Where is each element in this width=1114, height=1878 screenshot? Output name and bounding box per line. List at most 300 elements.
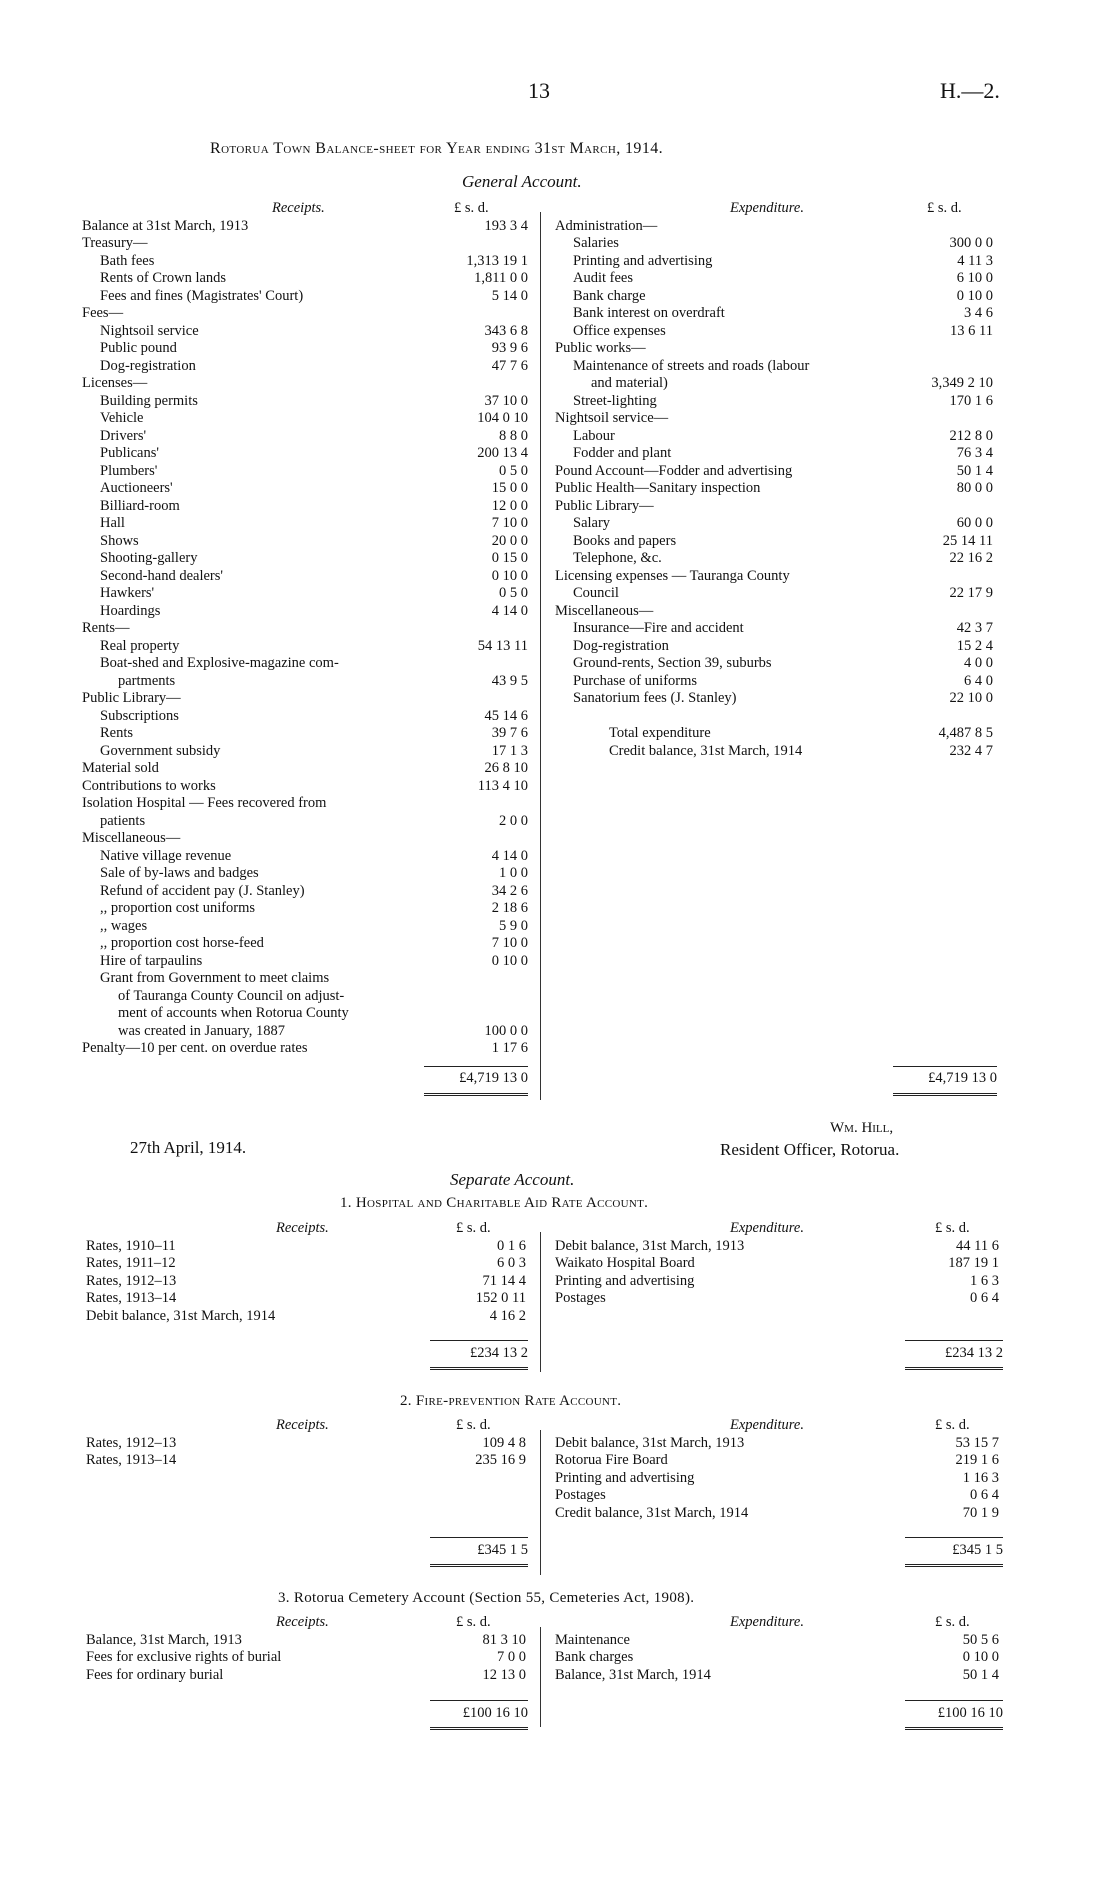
ledger-item-amount: 0 10 0 <box>962 1649 999 1665</box>
ledger-row <box>82 288 537 306</box>
ledger-item-amount: 80 0 0 <box>956 480 993 496</box>
ledger-row <box>555 1649 1005 1667</box>
ledger-item-amount: 50 1 4 <box>956 462 993 479</box>
ledger-row <box>555 358 1010 376</box>
ledger-row <box>82 638 537 656</box>
ledger-item-label: Isolation Hospital — Fees recovered from <box>82 795 327 811</box>
ledger-row <box>555 1255 1005 1273</box>
ledger-item-amount: 50 5 6 <box>962 1631 999 1648</box>
ledger-item-label: Insurance—Fire and accident <box>573 620 744 636</box>
ledger-item-amount: 1,811 0 0 <box>474 270 528 286</box>
signature-date: 27th April, 1914. <box>130 1138 247 1157</box>
ledger-row <box>555 375 1010 393</box>
ledger-row <box>82 323 537 341</box>
ledger-row <box>555 708 1010 726</box>
ledger-row <box>82 480 537 498</box>
ledger-item-amount: 300 0 0 <box>949 235 993 251</box>
ledger-row <box>82 900 537 918</box>
total-rule <box>430 1340 528 1341</box>
ledger-row <box>82 918 537 936</box>
hospital-expenditure-column <box>555 1220 1005 1308</box>
ledger-item-label: Second-hand dealers' <box>100 567 223 584</box>
general-total-expenditure: £4,719 13 0 <box>928 1070 997 1086</box>
ledger-item-label: Drivers' <box>100 427 147 444</box>
ledger-row <box>82 883 537 901</box>
ledger-row <box>555 288 1010 306</box>
ledger-item-label: Labour <box>573 427 615 444</box>
ledger-row <box>82 708 537 726</box>
ledger-item-amount: 50 1 4 <box>962 1666 999 1683</box>
ledger-item-label: Waikato Hospital Board <box>555 1255 695 1271</box>
ledger-row <box>82 690 537 708</box>
receipts-label: Receipts. <box>276 1417 329 1433</box>
ledger-item-label: Office expenses <box>573 322 666 339</box>
ledger-row <box>555 515 1010 533</box>
ledger-item-amount: 1 6 3 <box>970 1272 999 1289</box>
ledger-row <box>82 865 537 883</box>
ledger-row <box>86 1632 536 1650</box>
ledger-row <box>82 655 537 673</box>
ledger-row <box>555 1273 1005 1291</box>
ledger-row <box>82 795 537 813</box>
ledger-item-label: Bank interest on overdraft <box>573 305 725 321</box>
ledger-row <box>555 1632 1005 1650</box>
ledger-item-label: ,, proportion cost uniforms <box>100 900 256 916</box>
ledger-item-amount: 200 13 4 <box>477 445 528 461</box>
ledger-item-label: Audit fees <box>573 270 633 286</box>
ledger-item-label: Total expenditure <box>609 725 711 741</box>
ledger-item-amount: 34 2 6 <box>491 882 528 899</box>
ledger-item-label: Debit balance, 31st March, 1914 <box>86 1307 276 1324</box>
ledger-item-label: Public Library— <box>555 497 654 514</box>
ledger-row <box>82 673 537 691</box>
ledger-item-label: Public Library— <box>82 690 181 706</box>
ledger-item-amount: 71 14 4 <box>482 1272 526 1289</box>
ledger-item-label: Grant from Government to meet claims <box>100 970 330 986</box>
ledger-item-label: patients <box>100 812 146 829</box>
ledger-item-label: Fees— <box>82 305 124 321</box>
ledger-item-amount: 60 0 0 <box>956 515 993 531</box>
double-rule <box>893 1093 997 1096</box>
ledger-item-label: Auctioneers' <box>100 480 173 496</box>
ledger-item-label: Salaries <box>573 235 619 251</box>
ledger-item-label: Bank charges <box>555 1649 634 1665</box>
ledger-item-label: Council <box>573 585 619 601</box>
ledger-item-label: Pound Account—Fodder and advertising <box>555 462 793 479</box>
ledger-item-label: Rents <box>100 725 134 741</box>
ledger-row <box>555 428 1010 446</box>
ledger-item-amount: 1 0 0 <box>499 865 528 881</box>
ledger-row <box>555 235 1010 253</box>
ledger-row <box>555 743 1010 761</box>
ledger-item-amount: 22 17 9 <box>949 585 993 601</box>
fire-receipts-column <box>86 1417 536 1470</box>
hospital-total-receipts: £234 13 2 <box>470 1345 528 1361</box>
ledger-row <box>555 533 1010 551</box>
ledger-row <box>82 235 537 253</box>
ledger-item-label: Contributions to works <box>82 777 216 794</box>
ledger-item-label: and material) <box>591 375 668 391</box>
ledger-row <box>555 725 1010 743</box>
ledger-item-amount: 0 10 0 <box>956 287 993 304</box>
ledger-item-amount: 47 7 6 <box>491 357 528 374</box>
ledger-row <box>82 568 537 586</box>
column-divider <box>540 212 541 1100</box>
ledger-item-label: Printing and advertising <box>555 1272 695 1289</box>
ledger-row <box>555 410 1010 428</box>
ledger-item-label: Public works— <box>555 340 646 356</box>
ledger-item-label: ,, proportion cost horse-feed <box>100 935 264 951</box>
ledger-item-amount: 12 13 0 <box>482 1666 526 1683</box>
ledger-item-amount: 1 16 3 <box>962 1469 999 1486</box>
ledger-item-label: Government subsidy <box>100 742 221 759</box>
ledger-item-label: Printing and advertising <box>573 252 713 269</box>
ledger-item-label: Balance at 31st March, 1913 <box>82 217 249 234</box>
ledger-item-amount: 93 9 6 <box>491 340 528 356</box>
signature-name: Wm. Hill, <box>830 1120 894 1136</box>
ledger-row <box>555 655 1010 673</box>
ledger-row <box>82 393 537 411</box>
ledger-item-amount: 0 1 6 <box>497 1237 526 1254</box>
ledger-item-label: Postages <box>555 1487 606 1503</box>
ledger-row <box>82 988 537 1006</box>
ledger-row <box>86 1238 536 1256</box>
ledger-row <box>86 1290 536 1308</box>
ledger-row <box>82 550 537 568</box>
total-rule <box>905 1537 1003 1538</box>
ledger-row <box>86 1273 536 1291</box>
ledger-row <box>555 393 1010 411</box>
ledger-item-amount: 2 18 6 <box>491 900 528 916</box>
ledger-row <box>82 620 537 638</box>
ledger-item-amount: 5 14 0 <box>491 287 528 304</box>
ledger-row <box>82 218 537 236</box>
ledger-item-label: Treasury— <box>82 235 148 251</box>
ledger-item-label: Miscellaneous— <box>555 602 654 619</box>
ledger-item-label: Publicans' <box>100 445 159 461</box>
ledger-item-amount: 2 0 0 <box>499 812 528 829</box>
ledger-item-label: Boat-shed and Explosive-magazine com- <box>100 655 339 671</box>
ledger-item-label: Street-lighting <box>573 392 657 409</box>
ledger-item-amount: 15 0 0 <box>491 480 528 496</box>
double-rule <box>424 1093 528 1096</box>
ledger-item-label: Native village revenue <box>100 847 232 864</box>
general-expenditure-column <box>555 200 1010 760</box>
page-number: 13 <box>528 78 550 103</box>
fire-account-title: 2. Fire-prevention Rate Account. <box>400 1393 622 1409</box>
ledger-item-label: Ground-rents, Section 39, suburbs <box>573 655 772 671</box>
ledger-item-amount: 0 15 0 <box>491 550 528 566</box>
ledger-row <box>555 480 1010 498</box>
ledger-item-amount: 7 10 0 <box>491 935 528 951</box>
ledger-row <box>82 463 537 481</box>
cemetery-receipts-list <box>86 1632 536 1685</box>
ledger-item-amount: 0 10 0 <box>491 952 528 969</box>
ledger-item-label: Balance, 31st March, 1913 <box>86 1631 242 1648</box>
ledger-item-amount: 0 5 0 <box>499 585 528 601</box>
signature-position: Resident Officer, Rotorua. <box>720 1140 900 1159</box>
money-head: £ s. d. <box>456 1417 491 1433</box>
ledger-item-label: Books and papers <box>573 532 677 549</box>
ledger-row <box>82 340 537 358</box>
ledger-item-amount: 17 1 3 <box>491 742 528 759</box>
ledger-row <box>82 410 537 428</box>
column-divider <box>540 1430 541 1575</box>
fire-expenditure-column <box>555 1417 1005 1522</box>
cemetery-receipts-column <box>86 1614 536 1684</box>
total-rule <box>905 1700 1003 1701</box>
ledger-item-label: Fees for ordinary burial <box>86 1666 224 1683</box>
hospital-receipts-list <box>86 1238 536 1326</box>
ledger-item-label: Hall <box>100 515 125 531</box>
ledger-item-label: Licenses— <box>82 375 148 391</box>
ledger-row <box>555 218 1010 236</box>
ledger-item-label: Rates, 1912–13 <box>86 1272 177 1289</box>
ledger-item-label: Rates, 1913–14 <box>86 1452 177 1468</box>
money-head: £ s. d. <box>935 1220 970 1236</box>
column-divider <box>540 1232 541 1372</box>
ledger-item-label: Purchase of uniforms <box>573 672 698 689</box>
ledger-item-amount: 4,487 8 5 <box>938 725 993 741</box>
ledger-row <box>555 673 1010 691</box>
ledger-item-label: Rents— <box>82 620 130 636</box>
ledger-item-label: Balance, 31st March, 1914 <box>555 1666 711 1683</box>
ledger-item-amount: 25 14 11 <box>942 532 993 549</box>
ledger-item-amount: 43 9 5 <box>491 672 528 689</box>
ledger-item-label: Shooting-gallery <box>100 550 198 566</box>
ledger-item-amount: 104 0 10 <box>477 410 528 426</box>
ledger-item-label: Maintenance <box>555 1631 630 1648</box>
ledger-row <box>82 515 537 533</box>
ledger-item-label: Bath fees <box>100 252 155 269</box>
ledger-row <box>82 725 537 743</box>
ledger-item-amount: 113 4 10 <box>477 777 528 794</box>
hospital-expenditure-list <box>555 1238 1005 1308</box>
ledger-item-label: Miscellaneous— <box>82 830 181 846</box>
ledger-item-label: Administration— <box>555 217 658 234</box>
ledger-item-amount: 235 16 9 <box>475 1452 526 1468</box>
ledger-row <box>82 778 537 796</box>
receipts-label: Receipts. <box>272 200 325 216</box>
ledger-item-amount: 187 19 1 <box>948 1255 999 1271</box>
ledger-row <box>82 953 537 971</box>
ledger-item-label: Refund of accident pay (J. Stanley) <box>100 882 305 899</box>
ledger-item-label: Rates, 1912–13 <box>86 1434 177 1451</box>
ledger-row <box>555 1290 1005 1308</box>
ledger-item-label: of Tauranga County Council on adjust- <box>118 987 345 1004</box>
ledger-row <box>555 463 1010 481</box>
total-rule <box>905 1340 1003 1341</box>
ledger-item-amount: 0 6 4 <box>970 1290 999 1306</box>
ledger-item-label: Debit balance, 31st March, 1913 <box>555 1237 745 1254</box>
ledger-item-amount: 170 1 6 <box>949 392 993 409</box>
ledger-item-label: Rates, 1910–11 <box>86 1237 176 1254</box>
ledger-item-label: Public pound <box>100 340 177 356</box>
ledger-row <box>555 603 1010 621</box>
fire-total-expenditure: £345 1 5 <box>952 1542 1003 1558</box>
double-rule <box>430 1564 528 1567</box>
total-rule <box>424 1066 528 1067</box>
money-head: £ s. d. <box>456 1614 491 1630</box>
ledger-row <box>82 585 537 603</box>
ledger-row <box>555 638 1010 656</box>
money-head: £ s. d. <box>456 1220 491 1236</box>
ledger-item-amount: 7 0 0 <box>497 1649 526 1665</box>
ledger-item-amount: 1 17 6 <box>491 1040 528 1056</box>
ledger-item-label: Sale of by-laws and badges <box>100 865 259 881</box>
general-expenditure-list <box>555 218 1010 761</box>
ledger-item-amount: 37 10 0 <box>484 392 528 409</box>
fire-receipts-list <box>86 1435 536 1470</box>
expenditure-label: Expenditure. <box>730 200 804 216</box>
ledger-row <box>82 848 537 866</box>
general-total-receipts: £4,719 13 0 <box>459 1070 528 1086</box>
general-receipts-list <box>82 218 537 1058</box>
ledger-item-amount: 6 4 0 <box>964 672 993 689</box>
ledger-item-label: Billiard-room <box>100 497 180 514</box>
ledger-item-label: Shows <box>100 532 139 549</box>
ledger-item-amount: 232 4 7 <box>949 742 993 759</box>
ledger-item-amount: 193 3 4 <box>484 217 528 234</box>
ledger-row <box>82 253 537 271</box>
ledger-item-label: Salary <box>573 515 611 531</box>
double-rule <box>430 1727 528 1730</box>
ledger-item-label: Fees for exclusive rights of burial <box>86 1649 282 1665</box>
receipts-label: Receipts. <box>276 1220 329 1236</box>
ledger-row <box>82 743 537 761</box>
ledger-item-label: Debit balance, 31st March, 1913 <box>555 1434 745 1451</box>
ledger-item-amount: 219 1 6 <box>955 1452 999 1468</box>
ledger-item-label: Hoardings <box>100 602 161 619</box>
total-rule <box>430 1700 528 1701</box>
ledger-row <box>86 1452 536 1470</box>
ledger-row <box>82 270 537 288</box>
ledger-item-label: Dog-registration <box>100 357 196 374</box>
ledger-row <box>555 498 1010 516</box>
ledger-item-label: Credit balance, 31st March, 1914 <box>555 1504 749 1521</box>
ledger-item-label: Building permits <box>100 392 198 409</box>
ledger-item-label: Fodder and plant <box>573 445 672 461</box>
general-receipts-column <box>82 200 537 1058</box>
ledger-row <box>555 1487 1005 1505</box>
ledger-item-label: Rates, 1913–14 <box>86 1290 177 1306</box>
ledger-item-amount: 15 2 4 <box>956 637 993 654</box>
ledger-item-amount: 152 0 11 <box>475 1290 526 1306</box>
cemetery-account-title: 3. Rotorua Cemetery Account (Section 55, Cemeteries Act, 1908). <box>278 1590 695 1606</box>
ledger-row <box>555 568 1010 586</box>
hospital-receipts-column <box>86 1220 536 1325</box>
ledger-row <box>82 533 537 551</box>
ledger-row <box>555 1667 1005 1685</box>
ledger-row <box>82 445 537 463</box>
ledger-item-amount: 4 14 0 <box>491 602 528 619</box>
ledger-item-amount: 6 10 0 <box>956 270 993 286</box>
ledger-item-label: partments <box>118 672 176 689</box>
ledger-row <box>82 305 537 323</box>
ledger-row <box>555 1452 1005 1470</box>
ledger-item-label: Telephone, &c. <box>573 550 662 566</box>
expenditure-header <box>555 200 1010 218</box>
ledger-row <box>82 1005 537 1023</box>
ledger-item-amount: 22 10 0 <box>949 690 993 706</box>
ledger-row <box>555 1435 1005 1453</box>
ledger-row <box>82 935 537 953</box>
ledger-row <box>82 358 537 376</box>
money-head: £ s. d. <box>935 1417 970 1433</box>
ledger-item-label: Public Health—Sanitary inspection <box>555 480 761 496</box>
ledger-item-amount: 39 7 6 <box>491 725 528 741</box>
column-divider <box>540 1627 541 1727</box>
ledger-item-amount: 45 14 6 <box>484 707 528 724</box>
fire-expenditure-list <box>555 1435 1005 1523</box>
ledger-item-amount: 100 0 0 <box>484 1022 528 1039</box>
ledger-row <box>86 1667 536 1685</box>
ledger-item-amount: 70 1 9 <box>962 1504 999 1521</box>
double-rule <box>430 1367 528 1370</box>
ledger-row <box>82 760 537 778</box>
ledger-item-amount: 7 10 0 <box>491 515 528 531</box>
ledger-row <box>555 690 1010 708</box>
fire-total-receipts: £345 1 5 <box>477 1542 528 1558</box>
ledger-item-amount: 1,313 19 1 <box>466 252 528 269</box>
ledger-row <box>82 498 537 516</box>
cemetery-expenditure-column <box>555 1614 1005 1684</box>
expenditure-label: Expenditure. <box>730 1417 804 1433</box>
ledger-item-amount: 54 13 11 <box>477 637 528 654</box>
double-rule <box>905 1564 1003 1567</box>
ledger-item-amount: 53 15 7 <box>955 1434 999 1451</box>
ledger-item-label: Fees and fines (Magistrates' Court) <box>100 287 304 304</box>
ledger-item-label: Postages <box>555 1290 606 1306</box>
ledger-item-amount: 8 8 0 <box>499 427 528 444</box>
ledger-item-label: ,, wages <box>100 917 148 934</box>
ledger-row <box>555 620 1010 638</box>
ledger-item-label: Rotorua Fire Board <box>555 1452 668 1468</box>
ledger-row <box>86 1649 536 1667</box>
expenditure-label: Expenditure. <box>730 1614 804 1630</box>
ledger-row <box>555 305 1010 323</box>
ledger-item-label: Nightsoil service <box>100 322 199 339</box>
ledger-row <box>82 603 537 621</box>
ledger-item-label: Hire of tarpaulins <box>100 952 203 969</box>
ledger-item-label: Rents of Crown lands <box>100 270 227 286</box>
ledger-row <box>555 270 1010 288</box>
ledger-item-amount: 4 16 2 <box>489 1307 526 1324</box>
ledger-item-label: Sanatorium fees (J. Stanley) <box>573 690 737 706</box>
ledger-item-amount: 76 3 4 <box>956 445 993 461</box>
ledger-item-label: Real property <box>100 637 180 654</box>
cemetery-expenditure-list <box>555 1632 1005 1685</box>
ledger-item-amount: 26 8 10 <box>484 760 528 776</box>
ledger-item-amount: 13 6 11 <box>950 322 993 339</box>
hospital-total-expenditure: £234 13 2 <box>945 1345 1003 1361</box>
ledger-item-amount: 42 3 7 <box>956 620 993 636</box>
ledger-item-label: ment of accounts when Rotorua County <box>118 1005 349 1021</box>
hospital-account-title: 1. Hospital and Charitable Aid Rate Account. <box>340 1195 649 1211</box>
ledger-row <box>82 970 537 988</box>
ledger-item-label: Plumbers' <box>100 462 158 479</box>
ledger-row <box>555 550 1010 568</box>
cemetery-total-expenditure: £100 16 10 <box>937 1705 1003 1721</box>
ledger-row <box>86 1435 536 1453</box>
double-rule <box>905 1727 1003 1730</box>
ledger-row <box>555 445 1010 463</box>
ledger-item-label: Licensing expenses — Tauranga County <box>555 567 790 584</box>
page-title: Rotorua Town Balance-sheet for Year ending 31st March, 1914. <box>210 140 664 157</box>
ledger-item-amount: 22 16 2 <box>949 550 993 566</box>
ledger-item-label: Bank charge <box>573 287 646 304</box>
ledger-item-amount: 4 14 0 <box>491 847 528 864</box>
